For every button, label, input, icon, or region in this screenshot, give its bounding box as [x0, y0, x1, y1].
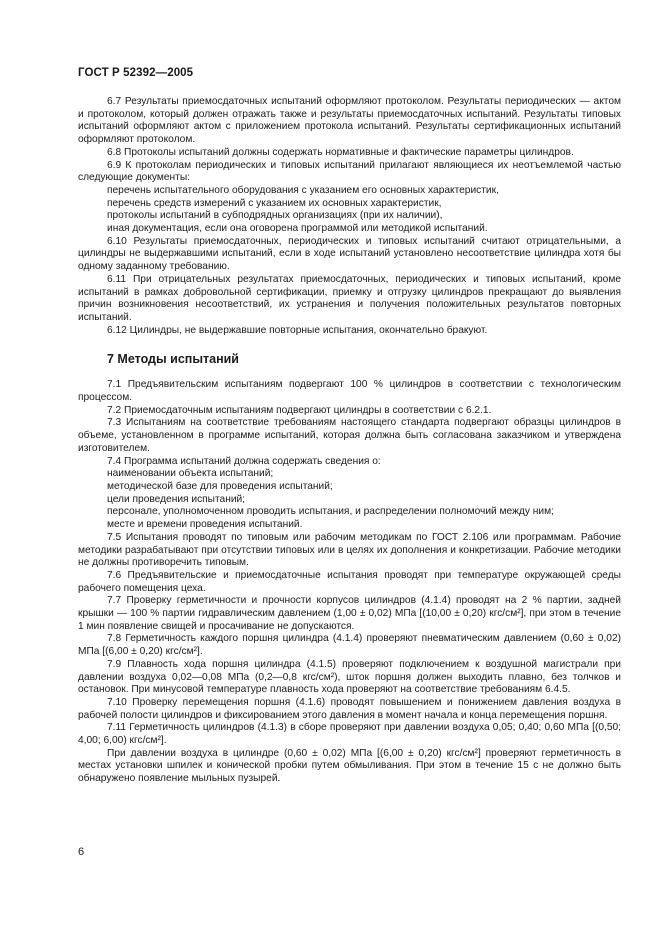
paragraph-7-10: 7.10 Проверку перемещения поршня (4.1.6) проводят повышением и понижением давления воздуха в рабочей полости цилиндров и фиксированием этого давления в момент начала и конца перемещения поршня.: [78, 696, 621, 721]
paragraph-7-2: 7.2 Приемосдаточным испытаниям подвергают цилиндры в соответствии с 6.2.1.: [107, 404, 492, 416]
paragraph-7-7: 7.7 Проверку герметичности и прочности корпусов цилиндров (4.1.4) проводят на 2 % партии, задней крышки — 100 % партии гидравлическим давлением (1,00 ± 0,02) МПа [(10,00 ± 0,20) кгс/см²], при этом в течение 1 мин появление свищей и просачивание не допускаются.: [78, 595, 621, 632]
list-item: месте и времени проведения испытаний.: [107, 519, 303, 531]
paragraph-6-10: 6.10 Результаты приемосдаточных, периодических и типовых испытаний считают отрицательными, а цилиндры не выдержавшими испытаний, если в ходе испытаний установлено несоответствие цилиндра хотя бы одному заданному требованию.: [78, 235, 621, 273]
document-body: [78, 96, 621, 786]
list-item: протоколы испытаний в субподрядных организациях (при их наличии),: [107, 210, 443, 222]
paragraph-6-8: 6.8 Протоколы испытаний должны содержать нормативные и фактические параметры цилиндров.: [107, 146, 574, 158]
list-item: перечень испытательного оборудования с указанием его основных характеристик,: [107, 184, 499, 196]
paragraph-7-11: 7.11 Герметичность цилиндров (4.1.3) в сборе проверяют при давлении воздуха 0,05; 0,40; 0,60 МПа [(0,50; 4,00; 6,00) кгс/см²].: [78, 722, 621, 747]
list-item: наименовании объекта испытаний;: [107, 468, 274, 480]
document-header: ГОСТ Р 52392—2005: [78, 67, 194, 79]
page-number: 6: [78, 846, 85, 858]
list-item: перечень средств измерений с указанием их основных характеристик,: [107, 197, 442, 209]
paragraph-7-8: 7.8 Герметичность каждого поршня цилиндра (4.1.4) проверяют пневматическим давлением (0,60 ± 0,02) МПа [(6,00 ± 0,20) кгс/см²].: [78, 633, 621, 658]
paragraph-6-11: 6.11 При отрицательных результатах приемосдаточных, периодических и типовых испытаний, кроме испытаний в рамках добровольной сертификации, приемку и отгрузку цилиндров прекращают до выявления причин возникновения несоответствий, их устранения и получения положительных результатов повторных испытаний.: [78, 273, 621, 323]
paragraph-7-3: 7.3 Испытаниям на соответствие требованиям настоящего стандарта подвергают образцы цилиндров в объеме, установленном в программе испытаний, которая должна быть согласована заказчиком и утверждена изготовителем.: [78, 417, 621, 454]
paragraph-6-7: 6.7 Результаты приемосдаточных испытаний оформляют протоколом. Результаты периодических — актом и протоколом, который должен отражать также и результаты приемосдаточных испытаний. Результаты типовых испытаний оформляют актом с приложением протокола испытаний. Результаты сертификационных испытаний оформляют протоколом.: [78, 96, 621, 146]
paragraph-6-9: 6.9 К протоколам периодических и типовых испытаний прилагают являющиеся их неотъемлемой частью следующие документы:: [78, 159, 621, 184]
list-item: иная документация, если она оговорена программой или методикой испытаний.: [107, 223, 488, 235]
list-item: цели проведения испытаний;: [107, 493, 246, 505]
paragraph-7-5: 7.5 Испытания проводят по типовым или рабочим методикам по ГОСТ 2.106 или программам. Рабочие методики разрабатывают при отсутствии типовых или в целях их дополнения и конкретизации. Рабочие методики не должны противоречить типовым.: [78, 531, 621, 569]
paragraph-7-6: 7.6 Предъявительские и приемосдаточные испытания проводят при температуре окружающей среды рабочего помещения цеха.: [78, 569, 621, 594]
section-title: 7 Методы испытаний: [107, 352, 239, 367]
paragraph-7-11-cont: При давлении воздуха в цилиндре (0,60 ± 0,02) МПа [(6,00 ± 0,20) кгс/см²] проверяют герметичность в местах установки шпилек и конической пробки путем обмыливания. При этом в течение 15 с не должно быть обнаружено появление мыльных пузырей.: [78, 747, 621, 785]
list-item: персонале, уполномоченном проводить испытания, и распределении полномочий между ним;: [107, 506, 554, 518]
paragraph-6-12: 6.12 Цилиндры, не выдержавшие повторные испытания, окончательно бракуют.: [107, 324, 488, 336]
paragraph-7-9: 7.9 Плавность хода поршня цилиндра (4.1.5) проверяют подключением к воздушной магистрали при давлении воздуха 0,02—0,08 МПа (0,2—0,8 кгс/см²), шток поршня должен выходить плавно, без толчков и остановок. При минусовой температуре плавность хода проверяют на соответствие требованиям 6.4.5.: [78, 658, 621, 696]
paragraph-7-4: 7.4 Программа испытаний должна содержать сведения о:: [107, 455, 381, 467]
list-item: методической базе для проведения испытаний;: [107, 480, 333, 492]
paragraph-7-1: 7.1 Предъявительским испытаниям подвергают 100 % цилиндров в соответствии с технологическим процессом.: [78, 379, 621, 404]
